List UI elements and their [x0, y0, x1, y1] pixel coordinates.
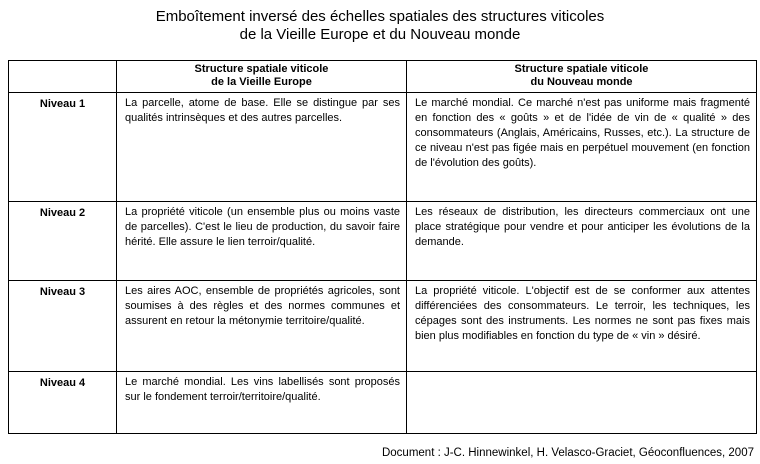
new-world-cell: La propriété viticole. L'objectif est de se conformer aux attentes différenciées des consommateurs. Le terroir, les techniques, les cépages sont des instruments. Les normes ne sont pas fixes mais bien plus modifiables en fonction du type de « vin » désiré. [407, 281, 757, 372]
header-empty-cell [9, 61, 117, 93]
table-row [9, 202, 757, 281]
old-world-cell: La parcelle, atome de base. Elle se distingue par ses qualités intrinsèques et des autres parcelles. [117, 93, 407, 202]
new-world-cell: Le marché mondial. Ce marché n'est pas uniforme mais fragmenté en fonction des « goûts » et de l'idée de vin de « qualité » des consommateurs (Anglais, Américains, Russes, etc.). La structure de ce niveau n'est pas figée mais en perpétuel mouvement (en fonction de l'évolution des goûts). [407, 93, 757, 202]
old-world-cell: Les aires AOC, ensemble de propriétés agricoles, sont soumises à des règles et des normes communes et assurent en retour la métonymie territoire/qualité. [117, 281, 407, 372]
table-row [9, 93, 757, 202]
level-cell: Niveau 2 [9, 202, 117, 281]
level-cell: Niveau 1 [9, 93, 117, 202]
level-cell: Niveau 4 [9, 372, 117, 434]
title-line-1: Emboîtement inversé des échelles spatiales des structures viticoles [155, 8, 605, 25]
table-row [9, 372, 757, 434]
new-world-cell [407, 372, 757, 434]
table-row [9, 281, 757, 372]
comparison-table [8, 60, 757, 434]
source-citation: Document : J-C. Hinnewinkel, H. Velasco-Graciet, Géoconfluences, 2007 [381, 447, 754, 459]
header-old-world: Structure spatiale viticole de la Vieille Europe [117, 61, 407, 93]
header-new-world: Structure spatiale viticole du Nouveau monde [407, 61, 757, 93]
title-line-2: de la Vieille Europe et du Nouveau monde [239, 26, 521, 43]
table-header-row [9, 61, 757, 93]
old-world-cell: La propriété viticole (un ensemble plus ou moins vaste de parcelles). C'est le lieu de production, du savoir faire hérité. Elle assure le lien terroir/qualité. [117, 202, 407, 281]
new-world-cell: Les réseaux de distribution, les directeurs commerciaux ont une place stratégique pour vendre et pour anticiper les évolutions de la demande. [407, 202, 757, 281]
page-title [0, 8, 760, 44]
level-cell: Niveau 3 [9, 281, 117, 372]
old-world-cell: Le marché mondial. Les vins labellisés sont proposés sur le fondement terroir/territoire/qualité. [117, 372, 407, 434]
